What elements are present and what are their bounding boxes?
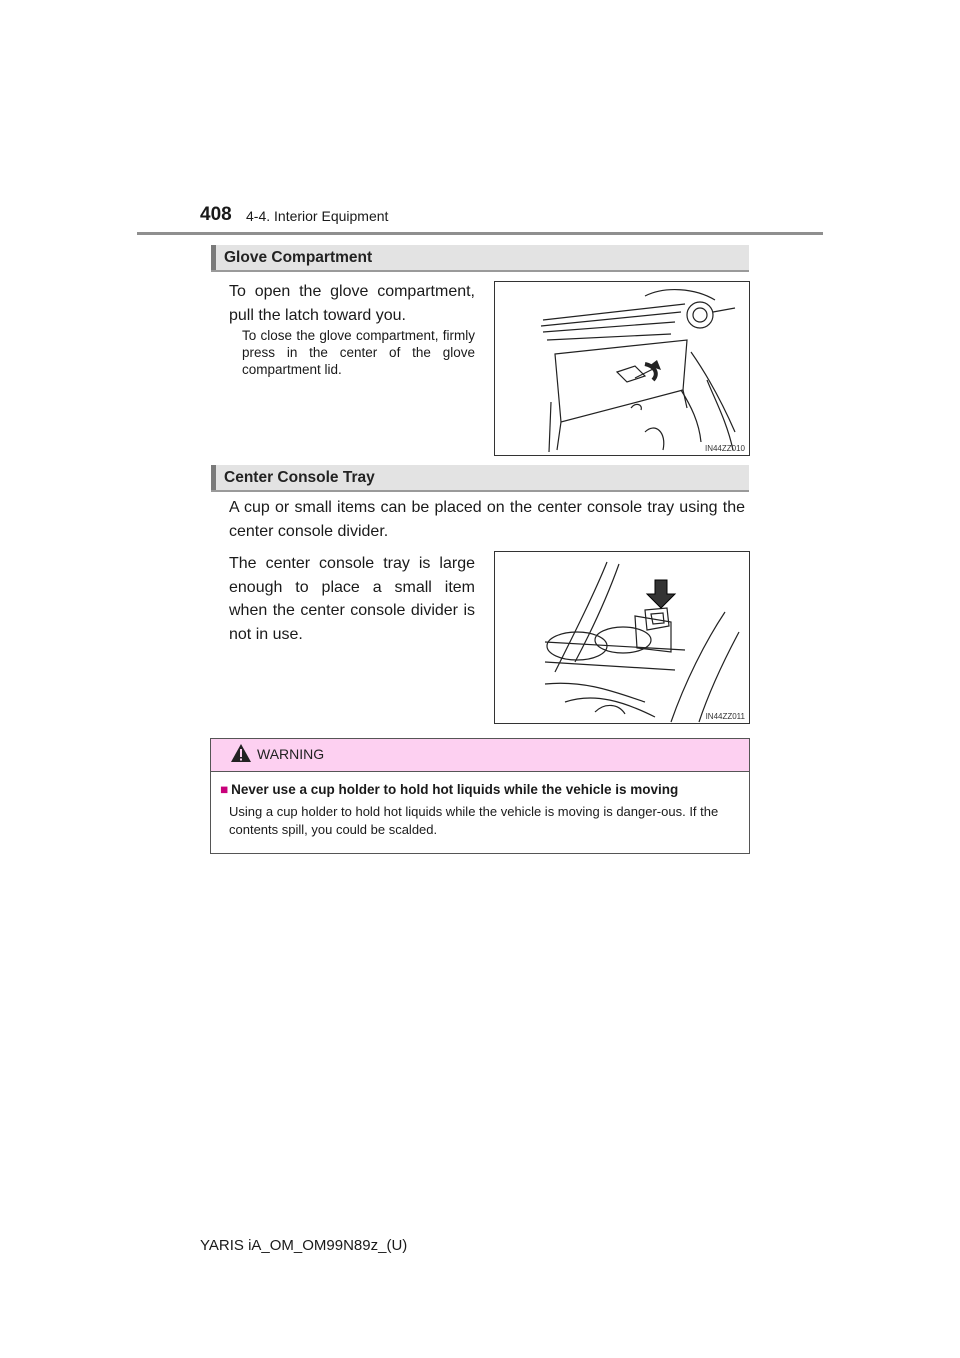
glove-close-note: To close the glove compartment, firmly press in the center of the glove compartment lid. (242, 328, 475, 377)
bullet-square-icon: ■ (220, 782, 229, 797)
page-number: 408 (200, 204, 232, 225)
figure-code: IN44ZZ010 (704, 444, 745, 453)
document-id: YARIS iA_OM_OM99N89z_(U) (200, 1237, 408, 1254)
console-tray-text: The center console tray is large enough to place a small item when the center console divider is not in use. (229, 555, 475, 643)
header-rule (137, 232, 823, 235)
warning-header (211, 739, 749, 772)
warning-text: Using a cup holder to hold hot liquids while the vehicle is moving is danger-ous. If the contents spill, you could be scalded. (229, 804, 719, 837)
warning-icon (230, 743, 252, 763)
warning-title-text: Never use a cup holder to hold hot liquids while the vehicle is moving (231, 782, 679, 797)
section-label: 4-4. Interior Equipment (246, 208, 389, 224)
glove-compartment-heading (211, 245, 749, 272)
warning-label: WARNING (257, 746, 325, 762)
glove-compartment-heading-text: Glove Compartment (224, 249, 373, 266)
heading-marker (211, 465, 216, 490)
warning-box (210, 738, 750, 854)
figure-code: IN44ZZ011 (705, 712, 745, 721)
center-console-illustration (494, 551, 750, 724)
heading-marker (211, 245, 216, 270)
glove-compartment-drawing (495, 282, 749, 455)
center-console-drawing (495, 552, 749, 723)
center-console-tray-heading (211, 465, 749, 492)
glove-open-text: To open the glove compartment, pull the latch toward you. (229, 283, 475, 324)
warning-title (220, 782, 678, 797)
center-console-tray-heading-text: Center Console Tray (224, 469, 375, 486)
console-intro-text: A cup or small items can be placed on the center console tray using the center console divider. (229, 499, 745, 540)
glove-compartment-illustration (494, 281, 750, 456)
